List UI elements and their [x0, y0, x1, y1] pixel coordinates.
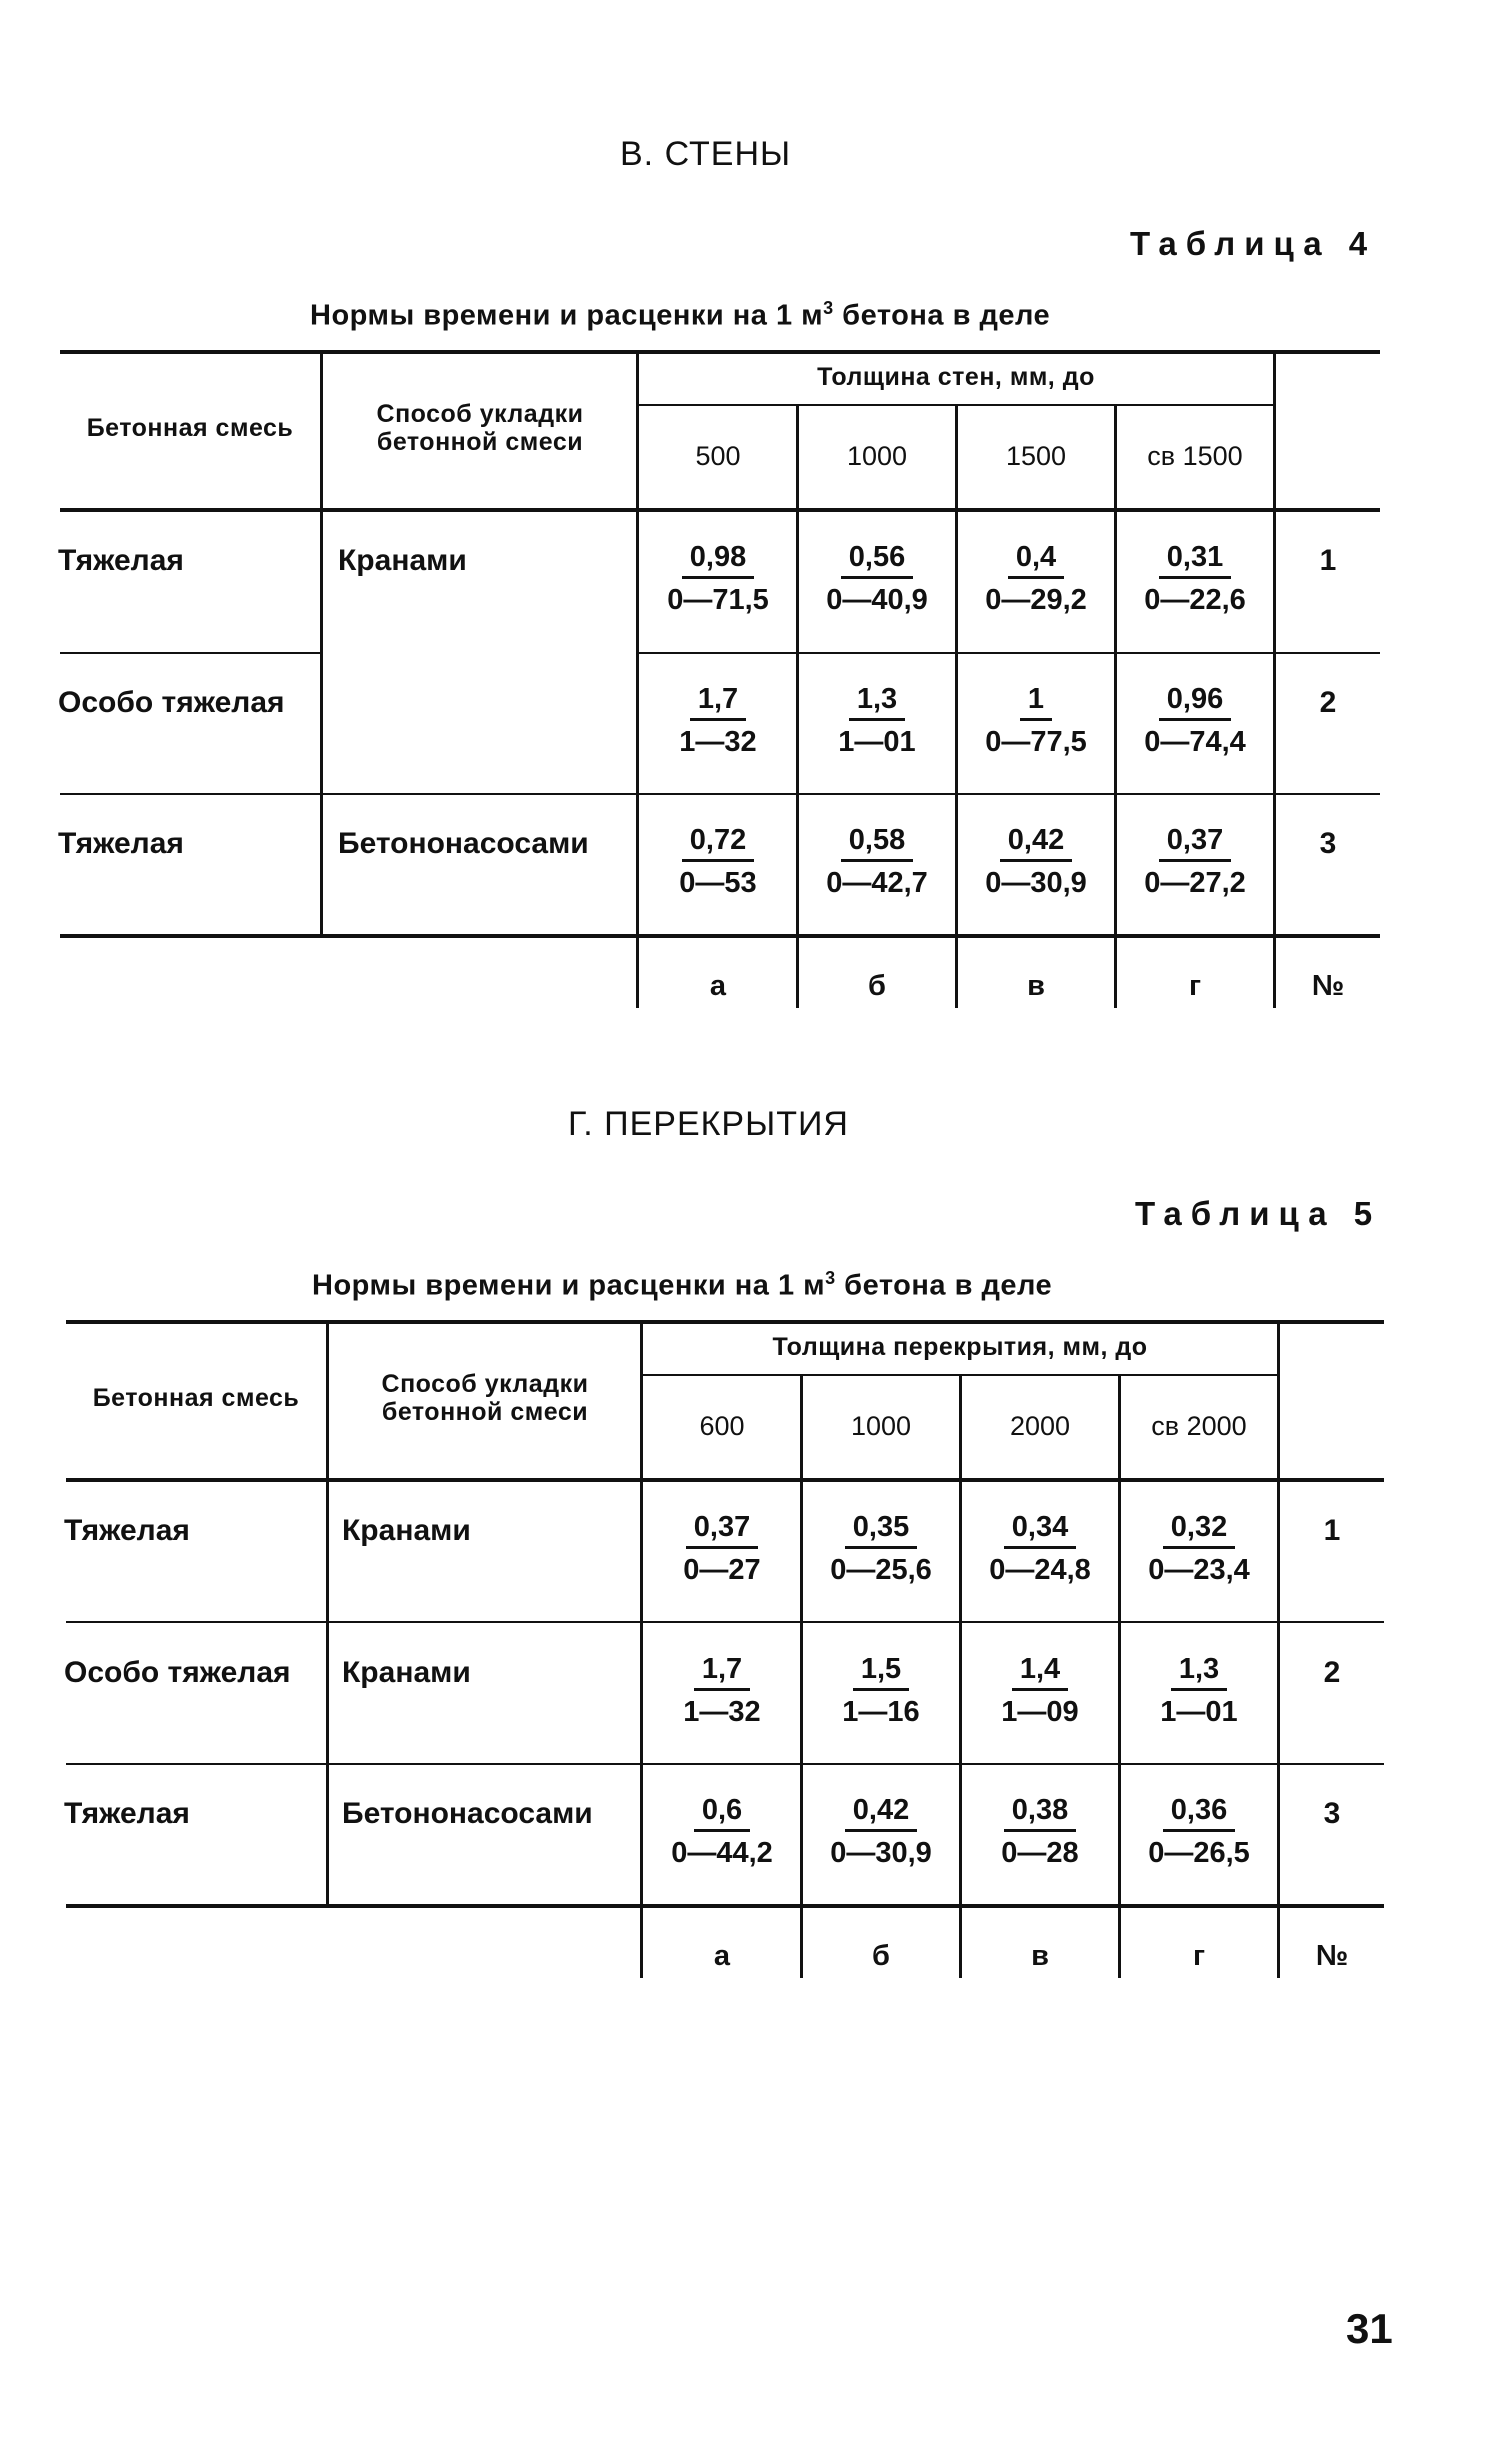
row-mix: Особо тяжелая: [58, 686, 285, 719]
row-method: Бетононасосами: [338, 827, 589, 860]
row-method: Кранами: [342, 1514, 471, 1547]
row-method: Кранами: [342, 1656, 471, 1689]
cell-rate: 1—32: [683, 1696, 761, 1728]
cell-value: [803, 1652, 959, 1729]
cell-norm: 1,4: [1012, 1652, 1068, 1691]
row-divider: [66, 1763, 1384, 1765]
cell-norm: 1,3: [1171, 1652, 1227, 1691]
table-bottom-rule: [66, 1904, 1384, 1908]
table-label-5: Таблица 5: [1135, 1195, 1382, 1232]
cell-rate: 0—22,6: [1144, 584, 1246, 616]
caption-superscript: 3: [823, 298, 834, 318]
caption-text: Нормы времени и расценки на 1 м: [312, 1269, 826, 1302]
column-letter: г: [1188, 970, 1202, 1002]
column-divider: [640, 1322, 643, 1978]
column-letter: г: [1192, 1940, 1206, 1972]
caption-text-end: бетона в деле: [835, 1269, 1053, 1302]
cell-value: [803, 1510, 959, 1587]
cell-norm: 0,42: [845, 1793, 917, 1832]
header-thickness-d: св 1500: [1147, 441, 1243, 471]
cell-value: [803, 1793, 959, 1870]
cell-rate: 0—24,8: [989, 1554, 1091, 1586]
row-number: 2: [1319, 686, 1337, 719]
header-floor-thickness: Толщина перекрытия, мм, до: [772, 1333, 1148, 1361]
cell-rate: 1—01: [1160, 1696, 1238, 1728]
cell-rate: 0—77,5: [985, 726, 1087, 758]
cell-rate: 0—27: [683, 1554, 761, 1586]
caption-text-end: бетона в деле: [833, 299, 1051, 332]
header-bottom-rule: [66, 1478, 1384, 1482]
row-divider: [66, 1621, 1384, 1623]
cell-norm: 0,4: [1008, 540, 1064, 579]
row-method: Кранами: [338, 544, 467, 577]
cell-value: [644, 1652, 800, 1729]
caption-superscript: 3: [825, 1268, 836, 1288]
cell-value: [962, 1510, 1118, 1587]
cell-value: [1121, 1510, 1277, 1587]
table-label-4: Таблица 4: [1130, 225, 1377, 262]
cell-rate: 0—74,4: [1144, 726, 1246, 758]
cell-norm: 0,98: [682, 540, 754, 579]
column-letter: б: [872, 1940, 890, 1972]
cell-norm: 1,7: [694, 1652, 750, 1691]
cell-norm: 0,37: [686, 1510, 758, 1549]
cell-value: [962, 1652, 1118, 1729]
header-concrete-mix: Бетонная смесь: [86, 414, 294, 442]
row-number: 2: [1323, 1656, 1341, 1689]
section-title-walls: В. СТЕНЫ: [620, 135, 792, 173]
cell-rate: 1—09: [1001, 1696, 1079, 1728]
cell-norm: 0,34: [1004, 1510, 1076, 1549]
column-letter: а: [713, 1940, 731, 1972]
cell-rate: 0—30,9: [985, 867, 1087, 899]
header-thickness-b: 1000: [850, 1411, 912, 1441]
column-divider: [1277, 1322, 1280, 1978]
cell-rate: 0—30,9: [830, 1837, 932, 1869]
header-laying-method: Способ укладки бетонной смеси: [381, 1370, 589, 1426]
row-mix: Особо тяжелая: [64, 1656, 291, 1689]
cell-value: [1121, 1652, 1277, 1729]
header-thickness-a: 600: [699, 1411, 745, 1441]
cell-rate: 0—26,5: [1148, 1837, 1250, 1869]
cell-rate: 1—16: [842, 1696, 920, 1728]
page-number: 31: [1346, 2305, 1393, 2352]
cell-rate: 0—23,4: [1148, 1554, 1250, 1586]
row-number: 3: [1323, 1797, 1341, 1830]
column-divider: [326, 1322, 329, 1906]
column-number-sign: №: [1315, 1940, 1349, 1972]
row-number: 1: [1323, 1514, 1341, 1547]
cell-norm: 1: [1020, 682, 1052, 721]
header-thickness-b: 1000: [846, 441, 908, 471]
column-number-sign: №: [1311, 970, 1345, 1002]
cell-rate: 0—29,2: [985, 584, 1087, 616]
cell-rate: 0—28: [1001, 1837, 1079, 1869]
section-title-floors: Г. ПЕРЕКРЫТИЯ: [568, 1105, 849, 1143]
cell-norm: 0,6: [694, 1793, 750, 1832]
cell-norm: 0,35: [845, 1510, 917, 1549]
cell-norm: 1,5: [853, 1652, 909, 1691]
cell-norm: 1,7: [690, 682, 746, 721]
cell-value: [644, 1510, 800, 1587]
cell-rate: 0—44,2: [671, 1837, 773, 1869]
cell-value: [962, 1793, 1118, 1870]
header-laying-method: Способ укладки бетонной смеси: [376, 400, 584, 456]
header-concrete-mix: Бетонная смесь: [92, 1384, 300, 1412]
cell-rate: 0—42,7: [826, 867, 928, 899]
header-thickness-a: 500: [695, 441, 741, 471]
cell-rate: 0—71,5: [667, 584, 769, 616]
cell-norm: 0,31: [1159, 540, 1231, 579]
cell-value: [1121, 1793, 1277, 1870]
row-mix: Тяжелая: [58, 827, 184, 860]
cell-rate: 0—27,2: [1144, 867, 1246, 899]
cell-rate: 0—53: [679, 867, 757, 899]
row-number: 3: [1319, 827, 1337, 860]
row-mix: Тяжелая: [58, 544, 184, 577]
cell-rate: 1—01: [838, 726, 916, 758]
cell-norm: 0,36: [1163, 1793, 1235, 1832]
table-top-rule: [66, 1320, 1384, 1324]
row-number: 1: [1319, 544, 1337, 577]
column-letter: б: [868, 970, 886, 1002]
cell-value: [644, 1793, 800, 1870]
cell-norm: 0,56: [841, 540, 913, 579]
row-method: Бетононасосами: [342, 1797, 593, 1830]
header-thickness-c: 1500: [1005, 441, 1067, 471]
cell-norm: 0,72: [682, 823, 754, 862]
cell-norm: 0,38: [1004, 1793, 1076, 1832]
cell-norm: 0,96: [1159, 682, 1231, 721]
cell-norm: 0,32: [1163, 1510, 1235, 1549]
cell-norm: 0,42: [1000, 823, 1072, 862]
header-thickness-c: 2000: [1009, 1411, 1071, 1441]
row-mix: Тяжелая: [64, 1797, 190, 1830]
cell-norm: 1,3: [849, 682, 905, 721]
column-letter: в: [1031, 1940, 1049, 1972]
caption-text: Нормы времени и расценки на 1 м: [310, 299, 824, 332]
row-mix: Тяжелая: [64, 1514, 190, 1547]
column-letter: а: [709, 970, 727, 1002]
cell-rate: 0—40,9: [826, 584, 928, 616]
cell-norm: 0,37: [1159, 823, 1231, 862]
cell-rate: 0—25,6: [830, 1554, 932, 1586]
header-thickness-d: св 2000: [1151, 1411, 1247, 1441]
header-wall-thickness: Толщина стен, мм, до: [817, 363, 1095, 391]
cell-rate: 1—32: [679, 726, 757, 758]
column-letter: в: [1027, 970, 1045, 1002]
cell-norm: 0,58: [841, 823, 913, 862]
